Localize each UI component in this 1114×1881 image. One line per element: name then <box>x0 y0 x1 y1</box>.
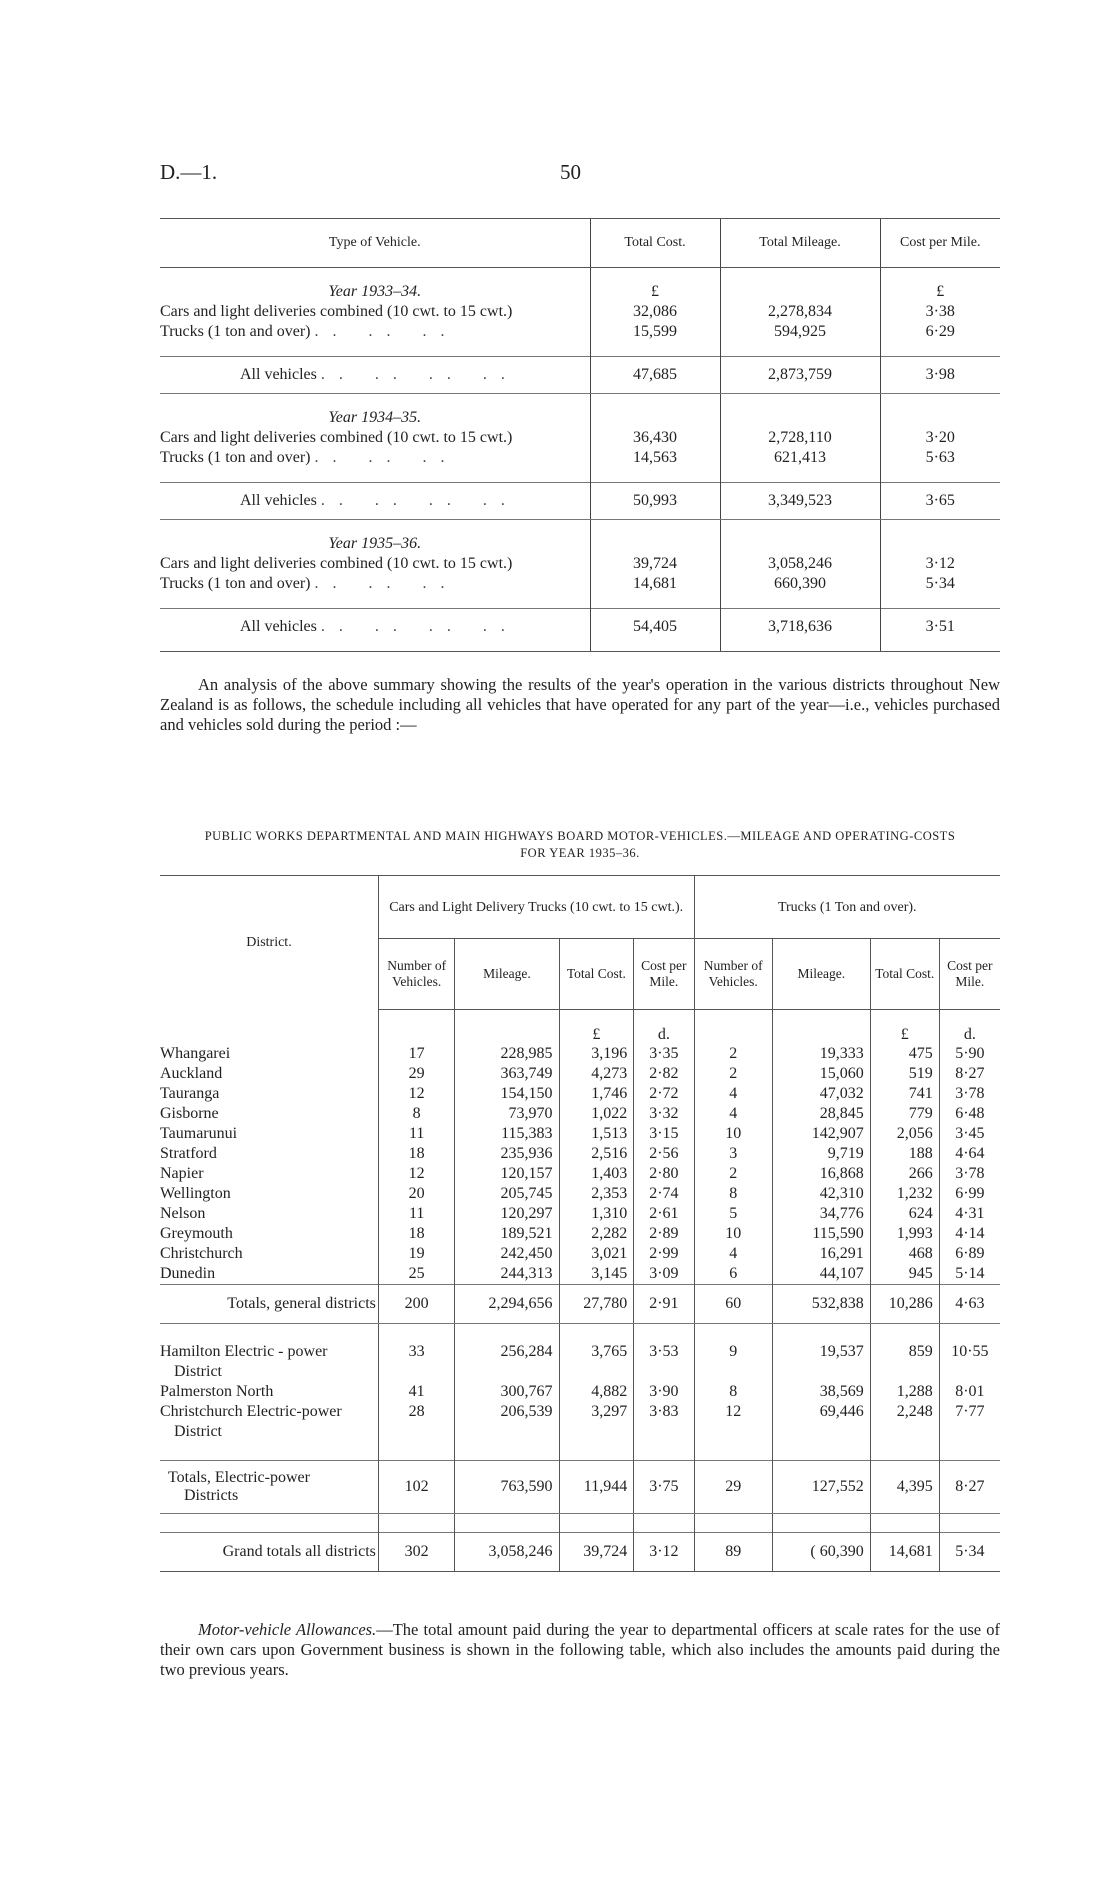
district-cell: 6·89 <box>939 1244 1000 1264</box>
col-cars-mileage: Mileage. <box>455 939 559 1010</box>
district-cell: 8 <box>378 1104 455 1124</box>
trucks-group-header: Trucks (1 Ton and over). <box>694 876 1000 939</box>
district-cell: 2·99 <box>634 1244 694 1264</box>
all-cost: 47,685 <box>590 357 720 394</box>
district-cell: 12 <box>378 1084 455 1104</box>
district-cell: 5·90 <box>939 1044 1000 1064</box>
district-cell: 468 <box>870 1244 939 1264</box>
district-name: Wellington <box>160 1185 231 1202</box>
district-cell: 10·55 <box>939 1342 1000 1382</box>
cars-cpm: 3·12 <box>925 555 955 572</box>
district-cell: 256,284 <box>455 1342 559 1382</box>
district-cell: 25 <box>378 1264 455 1285</box>
district-cell: 3,297 <box>559 1402 634 1442</box>
district-cell: 6·48 <box>939 1104 1000 1124</box>
district-cell: 1,310 <box>559 1204 634 1224</box>
district-cell: 47,032 <box>772 1084 870 1104</box>
header-total-mileage: Total Mileage. <box>720 219 880 268</box>
district-cell: 859 <box>870 1342 939 1382</box>
col-cars-cost: Total Cost. <box>559 939 634 1010</box>
district-cell: 519 <box>870 1064 939 1084</box>
district-cell: 8·01 <box>939 1382 1000 1402</box>
district-name: Hamilton Electric - power District <box>160 1343 328 1380</box>
district-cell: 8·27 <box>939 1064 1000 1084</box>
district-row <box>160 1144 1000 1164</box>
page-code: D.—1. <box>160 160 218 184</box>
district-cell: 3·35 <box>634 1044 694 1064</box>
district-cell: 142,907 <box>772 1124 870 1144</box>
district-cell: 2·89 <box>634 1224 694 1244</box>
district-row <box>160 1164 1000 1184</box>
electric-district-row <box>160 1382 1000 1402</box>
district-cell: 16,868 <box>772 1164 870 1184</box>
trucks-mileage: 660,390 <box>774 575 826 592</box>
district-cell: 73,970 <box>455 1104 559 1124</box>
header-type: Type of Vehicle. <box>160 219 590 268</box>
district-row <box>160 1224 1000 1244</box>
district-cell: 235,936 <box>455 1144 559 1164</box>
district-cell: 3 <box>694 1144 772 1164</box>
year-label: Year 1933–34. <box>328 283 422 300</box>
page-header <box>160 160 960 190</box>
district-cell: 3,765 <box>559 1342 634 1382</box>
header-cost-per-mile: Cost per Mile. <box>880 219 1000 268</box>
all-cpm: 3·65 <box>880 483 1000 520</box>
district-cell: 42,310 <box>772 1184 870 1204</box>
district-cell: 2·61 <box>634 1204 694 1224</box>
district-cell: 154,150 <box>455 1084 559 1104</box>
cars-mileage: 2,728,110 <box>768 429 832 446</box>
district-header: District. <box>160 876 378 1010</box>
district-cell: 2·74 <box>634 1184 694 1204</box>
allowance-paragraph <box>160 1620 1000 1680</box>
district-row <box>160 1184 1000 1204</box>
district-cell: 2 <box>694 1064 772 1084</box>
year-block: Year 1935–36. Cars and light deliveries combined (10 cwt. to 15 cwt.) Trucks (1 ton and over) .. .. .. 39,724 14,681 3,058,246 660,390 3·12 5·34 <box>160 520 1000 609</box>
col-cars-cpm: Cost per Mile. <box>634 939 694 1010</box>
district-row <box>160 1104 1000 1124</box>
cars-cpm: 3·38 <box>925 303 955 320</box>
district-cell: 244,313 <box>455 1264 559 1285</box>
cars-label: Cars and light deliveries combined (10 cwt. to 15 cwt.) <box>160 429 513 446</box>
all-cpm: 3·98 <box>880 357 1000 394</box>
district-cell: 189,521 <box>455 1224 559 1244</box>
year-block: Year 1933–34. Cars and light deliveries combined (10 cwt. to 15 cwt.) Trucks (1 ton and over) .. .. .. £ 32,086 15,599 2,278,834 594,925 £ 3·38 6·29 <box>160 268 1000 357</box>
district-cell: 2,248 <box>870 1402 939 1442</box>
district-cell: 2·80 <box>634 1164 694 1184</box>
cars-label: Cars and light deliveries combined (10 cwt. to 15 cwt.) <box>160 555 513 572</box>
district-cell: 4·31 <box>939 1204 1000 1224</box>
district-cell: 10 <box>694 1224 772 1244</box>
allowance-heading: Motor-vehicle Allowances. <box>198 1620 377 1639</box>
district-cell: 4·64 <box>939 1144 1000 1164</box>
district-cell: 2,353 <box>559 1184 634 1204</box>
district-name: Auckland <box>160 1065 223 1082</box>
district-row <box>160 1244 1000 1264</box>
district-cell: 1,746 <box>559 1084 634 1104</box>
district-cell: 2·56 <box>634 1144 694 1164</box>
district-cell: 4·14 <box>939 1224 1000 1244</box>
district-name: Napier <box>160 1165 204 1182</box>
district-cell: 9 <box>694 1342 772 1382</box>
district-cell: 33 <box>378 1342 455 1382</box>
trucks-mileage: 621,413 <box>774 449 826 466</box>
district-cell: 3,196 <box>559 1044 634 1064</box>
district-cell: 4 <box>694 1104 772 1124</box>
district-cell: 34,776 <box>772 1204 870 1224</box>
district-cell: 266 <box>870 1164 939 1184</box>
district-name: Whangarei <box>160 1045 231 1062</box>
district-cell: 2 <box>694 1044 772 1064</box>
district-cell: 9,719 <box>772 1144 870 1164</box>
trucks-cost: 14,563 <box>633 449 677 466</box>
district-cell: 7·77 <box>939 1402 1000 1442</box>
all-cost: 50,993 <box>590 483 720 520</box>
district-cell: 11 <box>378 1204 455 1224</box>
district-cell: 624 <box>870 1204 939 1224</box>
district-cell: 206,539 <box>455 1402 559 1442</box>
district-cell: 29 <box>378 1064 455 1084</box>
trucks-label: Trucks (1 ton and over) <box>160 323 311 340</box>
district-cell: 3·90 <box>634 1382 694 1402</box>
district-cell: 3·83 <box>634 1402 694 1442</box>
district-name: Christchurch Electric-power District <box>160 1403 342 1440</box>
all-vehicles-row: All vehicles .. .. .. .. 50,993 3,349,523 3·65 <box>160 483 1000 520</box>
district-cell: 44,107 <box>772 1264 870 1285</box>
district-cell: 8 <box>694 1382 772 1402</box>
district-cell: 3·78 <box>939 1084 1000 1104</box>
district-cell: 38,569 <box>772 1382 870 1402</box>
col-trucks-cost: Total Cost. <box>870 939 939 1010</box>
district-name: Taumarunui <box>160 1125 238 1142</box>
district-cell: 19,537 <box>772 1342 870 1382</box>
trucks-cpm: 6·29 <box>925 323 955 340</box>
district-cell: 6 <box>694 1264 772 1285</box>
district-cell: 741 <box>870 1084 939 1104</box>
district-cell: 20 <box>378 1184 455 1204</box>
year-label: Year 1934–35. <box>328 409 422 426</box>
district-cell: 1,513 <box>559 1124 634 1144</box>
district-cell: 188 <box>870 1144 939 1164</box>
trucks-cpm: 5·63 <box>925 449 955 466</box>
col-trucks-vehicles: Number of Vehicles. <box>694 939 772 1010</box>
all-mileage: 3,349,523 <box>720 483 880 520</box>
district-cell: 16,291 <box>772 1244 870 1264</box>
district-cell: 4,273 <box>559 1064 634 1084</box>
district-cell: 3·78 <box>939 1164 1000 1184</box>
district-cell: 2,282 <box>559 1224 634 1244</box>
grand-totals-row: Grand totals all districts 302 3,058,246 39,724 3·12 89 ( 60,390 14,681 5·34 <box>160 1533 1000 1572</box>
allowance-text: —The total amount paid during the year to departmental officers at scale rates for the use of their own cars upon Government business is shown in the following table, which also includes the amounts paid during the two previous years. <box>160 1620 1000 1679</box>
cars-mileage: 3,058,246 <box>768 555 832 572</box>
district-cell: 8 <box>694 1184 772 1204</box>
district-cell: 1,288 <box>870 1382 939 1402</box>
header-total-cost: Total Cost. <box>590 219 720 268</box>
district-cell: 1,232 <box>870 1184 939 1204</box>
district-table <box>160 875 1000 1572</box>
intro-paragraph: An analysis of the above summary showing the results of the year's operation in the various districts throughout New Zealand is as follows, the schedule including all vehicles that have operated for any part of the year—i.e., vehicles purchased and vehicles sold during the period :— <box>160 675 1000 734</box>
district-cell: 4,882 <box>559 1382 634 1402</box>
district-cell: 3,021 <box>559 1244 634 1264</box>
all-vehicles-row: All vehicles .. .. .. .. 54,405 3,718,636 3·51 <box>160 609 1000 652</box>
district-cell: 115,590 <box>772 1224 870 1244</box>
district-row <box>160 1064 1000 1084</box>
district-cell: 120,297 <box>455 1204 559 1224</box>
units-row: £ d. £ d. <box>160 1010 1000 1045</box>
district-name: Palmerston North <box>160 1383 274 1400</box>
district-cell: 19 <box>378 1244 455 1264</box>
district-name: Greymouth <box>160 1225 233 1242</box>
district-cell: 1,022 <box>559 1104 634 1124</box>
totals-electric-row: Totals, Electric-power Districts 102 763,590 11,944 3·75 29 127,552 4,395 8·27 <box>160 1461 1000 1514</box>
col-trucks-cpm: Cost per Mile. <box>939 939 1000 1010</box>
district-cell: 69,446 <box>772 1402 870 1442</box>
district-cell: 28,845 <box>772 1104 870 1124</box>
district-cell: 2,056 <box>870 1124 939 1144</box>
district-cell: 3·09 <box>634 1264 694 1285</box>
district-cell: 12 <box>694 1402 772 1442</box>
cars-label: Cars and light deliveries combined (10 cwt. to 15 cwt.) <box>160 303 513 320</box>
district-cell: 28 <box>378 1402 455 1442</box>
district-cell: 2 <box>694 1164 772 1184</box>
cars-group-header: Cars and Light Delivery Trucks (10 cwt. to 15 cwt.). <box>378 876 694 939</box>
all-vehicles-row: All vehicles .. .. .. .. 47,685 2,873,759 3·98 <box>160 357 1000 394</box>
district-name: Gisborne <box>160 1105 219 1122</box>
all-cost: 54,405 <box>590 609 720 652</box>
district-cell: 41 <box>378 1382 455 1402</box>
cars-cost: 39,724 <box>633 555 677 572</box>
district-cell: 205,745 <box>455 1184 559 1204</box>
district-cell: 242,450 <box>455 1244 559 1264</box>
district-row <box>160 1044 1000 1064</box>
district-cell: 1,993 <box>870 1224 939 1244</box>
district-cell: 2·82 <box>634 1064 694 1084</box>
district-cell: 12 <box>378 1164 455 1184</box>
district-name: Stratford <box>160 1145 217 1162</box>
district-cell: 4 <box>694 1244 772 1264</box>
district-cell: 3,145 <box>559 1264 634 1285</box>
electric-district-row <box>160 1342 1000 1382</box>
trucks-cpm: 5·34 <box>925 575 955 592</box>
all-mileage: 3,718,636 <box>720 609 880 652</box>
district-cell: 120,157 <box>455 1164 559 1184</box>
all-mileage: 2,873,759 <box>720 357 880 394</box>
trucks-cost: 14,681 <box>633 575 677 592</box>
district-cell: 779 <box>870 1104 939 1124</box>
district-cell: 475 <box>870 1044 939 1064</box>
district-cell: 5·14 <box>939 1264 1000 1285</box>
district-cell: 3·53 <box>634 1342 694 1382</box>
district-cell: 363,749 <box>455 1064 559 1084</box>
district-cell: 945 <box>870 1264 939 1285</box>
district-cell: 6·99 <box>939 1184 1000 1204</box>
cars-cpm: 3·20 <box>925 429 955 446</box>
trucks-label: Trucks (1 ton and over) <box>160 575 311 592</box>
district-row <box>160 1084 1000 1104</box>
district-cell: 5 <box>694 1204 772 1224</box>
district-cell: 15,060 <box>772 1064 870 1084</box>
district-row <box>160 1264 1000 1285</box>
district-cell: 19,333 <box>772 1044 870 1064</box>
district-name: Dunedin <box>160 1265 216 1282</box>
district-cell: 11 <box>378 1124 455 1144</box>
summary-table <box>160 218 1000 652</box>
district-cell: 2,516 <box>559 1144 634 1164</box>
district-cell: 18 <box>378 1224 455 1244</box>
electric-district-row <box>160 1402 1000 1442</box>
all-cpm: 3·51 <box>880 609 1000 652</box>
year-label: Year 1935–36. <box>328 535 422 552</box>
cars-cost: 32,086 <box>633 303 677 320</box>
district-cell: 4 <box>694 1084 772 1104</box>
page-number: 50 <box>560 160 581 184</box>
district-cell: 17 <box>378 1044 455 1064</box>
district-cell: 228,985 <box>455 1044 559 1064</box>
district-table-title: PUBLIC WORKS DEPARTMENTAL AND MAIN HIGHWAYS BOARD MOTOR-VEHICLES.—MILEAGE AND OPERATING-COSTS FOR YEAR 1935–36. <box>204 829 956 860</box>
trucks-cost: 15,599 <box>633 323 677 340</box>
trucks-mileage: 594,925 <box>774 323 826 340</box>
district-name: Christchurch <box>160 1245 243 1262</box>
district-cell: 3·15 <box>634 1124 694 1144</box>
district-cell: 115,383 <box>455 1124 559 1144</box>
col-cars-vehicles: Number of Vehicles. <box>378 939 455 1010</box>
totals-general-row: Totals, general districts 200 2,294,656 27,780 2·91 60 532,838 10,286 4·63 <box>160 1285 1000 1324</box>
district-cell: 3·45 <box>939 1124 1000 1144</box>
district-row <box>160 1204 1000 1224</box>
col-trucks-mileage: Mileage. <box>772 939 870 1010</box>
district-row <box>160 1124 1000 1144</box>
district-cell: 3·32 <box>634 1104 694 1124</box>
district-name: Nelson <box>160 1205 206 1222</box>
cars-mileage: 2,278,834 <box>768 303 832 320</box>
district-cell: 1,403 <box>559 1164 634 1184</box>
district-cell: 2·72 <box>634 1084 694 1104</box>
year-block: Year 1934–35. Cars and light deliveries combined (10 cwt. to 15 cwt.) Trucks (1 ton and over) .. .. .. 36,430 14,563 2,728,110 621,413 3·20 5·63 <box>160 394 1000 483</box>
district-cell: 18 <box>378 1144 455 1164</box>
cars-cost: 36,430 <box>633 429 677 446</box>
district-cell: 10 <box>694 1124 772 1144</box>
trucks-label: Trucks (1 ton and over) <box>160 449 311 466</box>
district-name: Tauranga <box>160 1085 220 1102</box>
district-cell: 300,767 <box>455 1382 559 1402</box>
